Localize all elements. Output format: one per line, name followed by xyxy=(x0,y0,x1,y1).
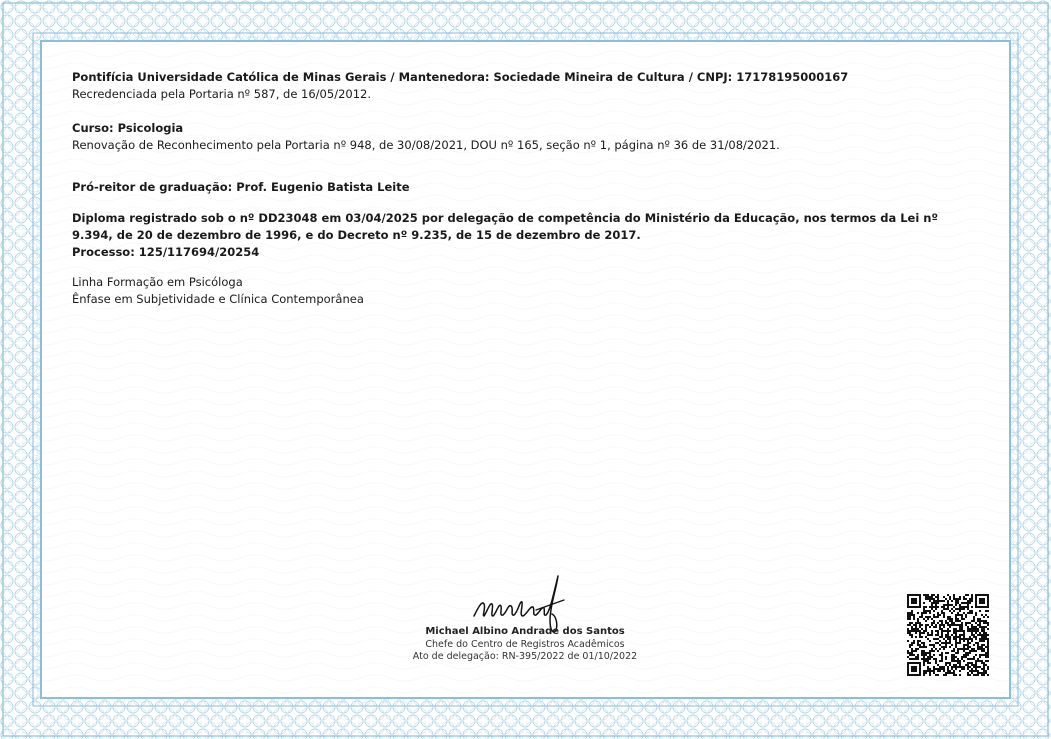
emphasis-subline: Ênfase em Subjetividade e Clínica Contemporânea xyxy=(72,292,364,306)
emphasis-line: Linha Formação em Psicóloga xyxy=(72,275,243,289)
process-number: Processo: 125/117694/20254 xyxy=(72,245,260,259)
diploma-text xyxy=(72,69,982,308)
course-recognition: Renovação de Reconhecimento pela Portaria nº 948, de 30/08/2021, DOU nº 165, seção nº 1, página nº 36 de 31/08/2021. xyxy=(72,138,780,152)
signer-delegation: Ato de delegação: RN-395/2022 de 01/10/2022 xyxy=(412,651,638,662)
signer-role: Chefe do Centro de Registros Acadêmicos xyxy=(425,639,625,650)
institution-accreditation: Recredenciada pela Portaria nº 587, de 16/05/2012. xyxy=(72,87,371,101)
qr-code[interactable] xyxy=(907,594,989,676)
institution-name: Pontifícia Universidade Católica de Minas Gerais / Mantenedora: Sociedade Mineira de Cultura / CNPJ: 17178195000167 xyxy=(72,70,849,84)
pro-rector: Pró-reitor de graduação: Prof. Eugenio Batista Leite xyxy=(72,180,410,194)
signer-name: Michael Albino Andrade dos Santos xyxy=(425,626,625,637)
course-name: Curso: Psicologia xyxy=(72,121,184,135)
registration-text: Diploma registrado sob o nº DD23048 em 03/04/2025 por delegação de competência do Ministério da Educação, nos termos da Lei nº 9.394, de 20 de dezembro de 1996, e do Decreto nº 9.235, de 15 de dezembro de 2017. xyxy=(72,211,938,242)
